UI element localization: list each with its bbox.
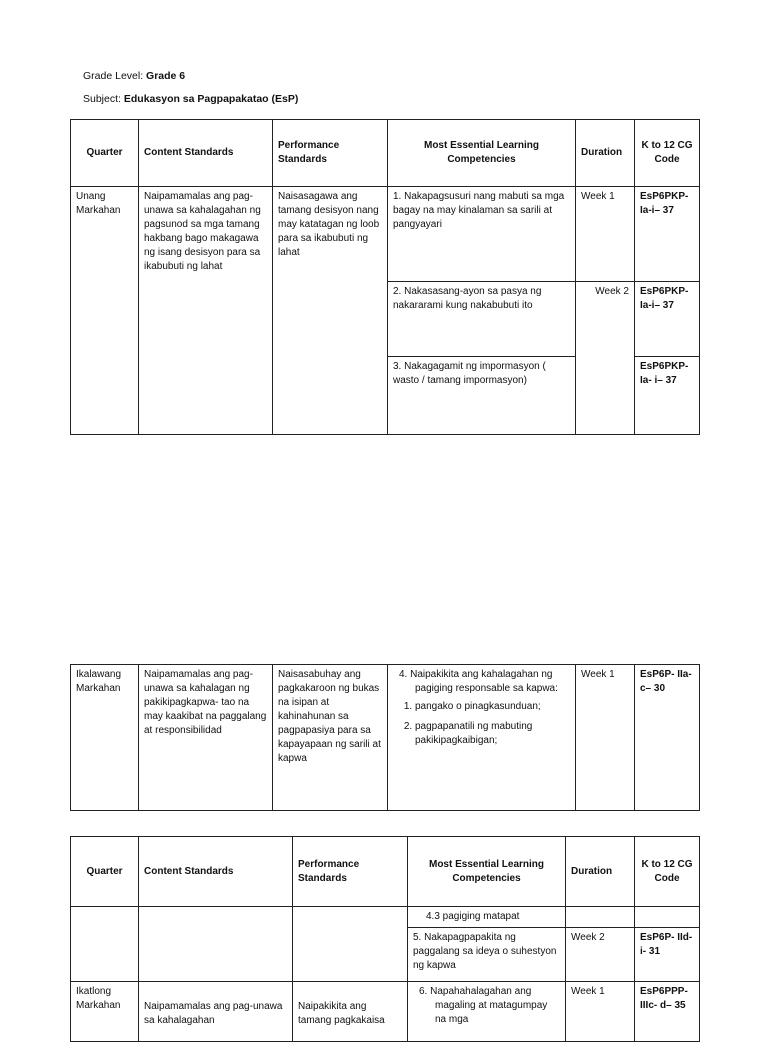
melc-cell: 5. Nakapagpapakita ng paggalang sa ideya o suhestyon ng kapwa [408, 928, 566, 982]
code-cell: EsP6PKP- Ia-i– 37 [635, 282, 700, 357]
header-content-standards: Content Standards [139, 120, 273, 187]
melc-subitem: 2. pagpapanatili ng mabuting pakikipagkaibigan; [415, 720, 570, 748]
code-cell: EsP6PPP- IIIc- d– 35 [635, 982, 700, 1042]
duration-cell: Week 1 [576, 187, 635, 282]
code-cell: EsP6PKP- Ia- i– 37 [635, 357, 700, 435]
content-standards-cell: Naipamamalas ang pag-unawa sa kahalagan ng pakikipagkapwa- tao na may kaakibat na paggalang at responsibilidad [139, 665, 273, 811]
table-header-row [71, 120, 700, 187]
header-melc: Most Essential Learning Competencies [408, 837, 566, 907]
duration-cell: Week 1 [566, 982, 635, 1042]
performance-standards-cell: Naisasagawa ang tamang desisyon nang may katatagan ng loob para sa ikabubuti ng lahat [273, 187, 388, 435]
duration-cell: Week 1 [576, 665, 635, 811]
header-code: K to 12 CG Code [635, 120, 700, 187]
melc-intro: 4. Naipakikita ang kahalagahan ng pagiging responsable sa kapwa: [399, 669, 558, 694]
code-cell: EsP6PKP- Ia-i– 37 [635, 187, 700, 282]
header-duration: Duration [576, 120, 635, 187]
header-quarter: Quarter [71, 837, 139, 907]
first-quarter-table [70, 119, 700, 435]
empty-cell [293, 907, 408, 982]
melc-cell: 2. Nakasasang-ayon sa pasya ng nakararami kung nakabubuti ito [388, 282, 576, 357]
grade-level-value: Grade 6 [146, 70, 186, 82]
header-melc: Most Essential Learning Competencies [388, 120, 576, 187]
empty-cell [71, 907, 139, 982]
melc-cell: 6. Napahahalagahan ang magaling at matagumpay na mga [408, 982, 566, 1042]
header-code: K to 12 CG Code [635, 837, 700, 907]
second-quarter-table [70, 664, 700, 811]
third-quarter-table [70, 836, 700, 1042]
melc-subitem: 1. pangako o pinagkasunduan; [415, 700, 570, 714]
grade-level-line [83, 70, 185, 82]
quarter-cell: Unang Markahan [71, 187, 139, 435]
table-row [71, 665, 700, 811]
table-row [71, 982, 700, 1042]
header-duration: Duration [566, 837, 635, 907]
empty-cell [566, 907, 635, 928]
subject-line [83, 93, 298, 105]
melc-cell [388, 665, 576, 811]
content-standards-cell: Naipamamalas ang pag-unawa sa kahalagahan [139, 982, 293, 1042]
table-row [71, 907, 700, 928]
code-cell: EsP6P- IIa-c– 30 [635, 665, 700, 811]
duration-cell: Week 2 [576, 282, 635, 435]
melc-cell: 1. Nakapagsusuri nang mabuti sa mga bagay na may kinalaman sa sarili at pangyayari [388, 187, 576, 282]
melc-cell: 4.3 pagiging matapat [408, 907, 566, 928]
table-row [71, 187, 700, 282]
table-header-row [71, 837, 700, 907]
header-performance-standards: Performance Standards [293, 837, 408, 907]
duration-cell: Week 2 [566, 928, 635, 982]
subject-label: Subject: [83, 93, 121, 105]
header-quarter: Quarter [71, 120, 139, 187]
empty-cell [139, 907, 293, 982]
quarter-cell: Ikalawang Markahan [71, 665, 139, 811]
grade-level-label: Grade Level: [83, 70, 144, 82]
code-cell: EsP6P- IId-i- 31 [635, 928, 700, 982]
content-standards-cell: Naipamamalas ang pag-unawa sa kahalagahan ng pagsunod sa mga tamang hakbang bago makagawa ng isang desisyon para sa ikabubuti ng lahat [139, 187, 273, 435]
performance-standards-cell: Naipakikita ang tamang pagkakaisa [293, 982, 408, 1042]
quarter-cell: Ikatlong Markahan [71, 982, 139, 1042]
melc-cell: 3. Nakagagamit ng impormasyon ( wasto / tamang impormasyon) [388, 357, 576, 435]
subject-value: Edukasyon sa Pagpapakatao (EsP) [123, 93, 299, 105]
empty-cell [635, 907, 700, 928]
performance-standards-cell: Naisasabuhay ang pagkakaroon ng bukas na isipan at kahinahunan sa pagpapasiya para sa kapayapaan ng sarili at kapwa [273, 665, 388, 811]
header-content-standards: Content Standards [139, 837, 293, 907]
header-performance-standards: Performance Standards [273, 120, 388, 187]
